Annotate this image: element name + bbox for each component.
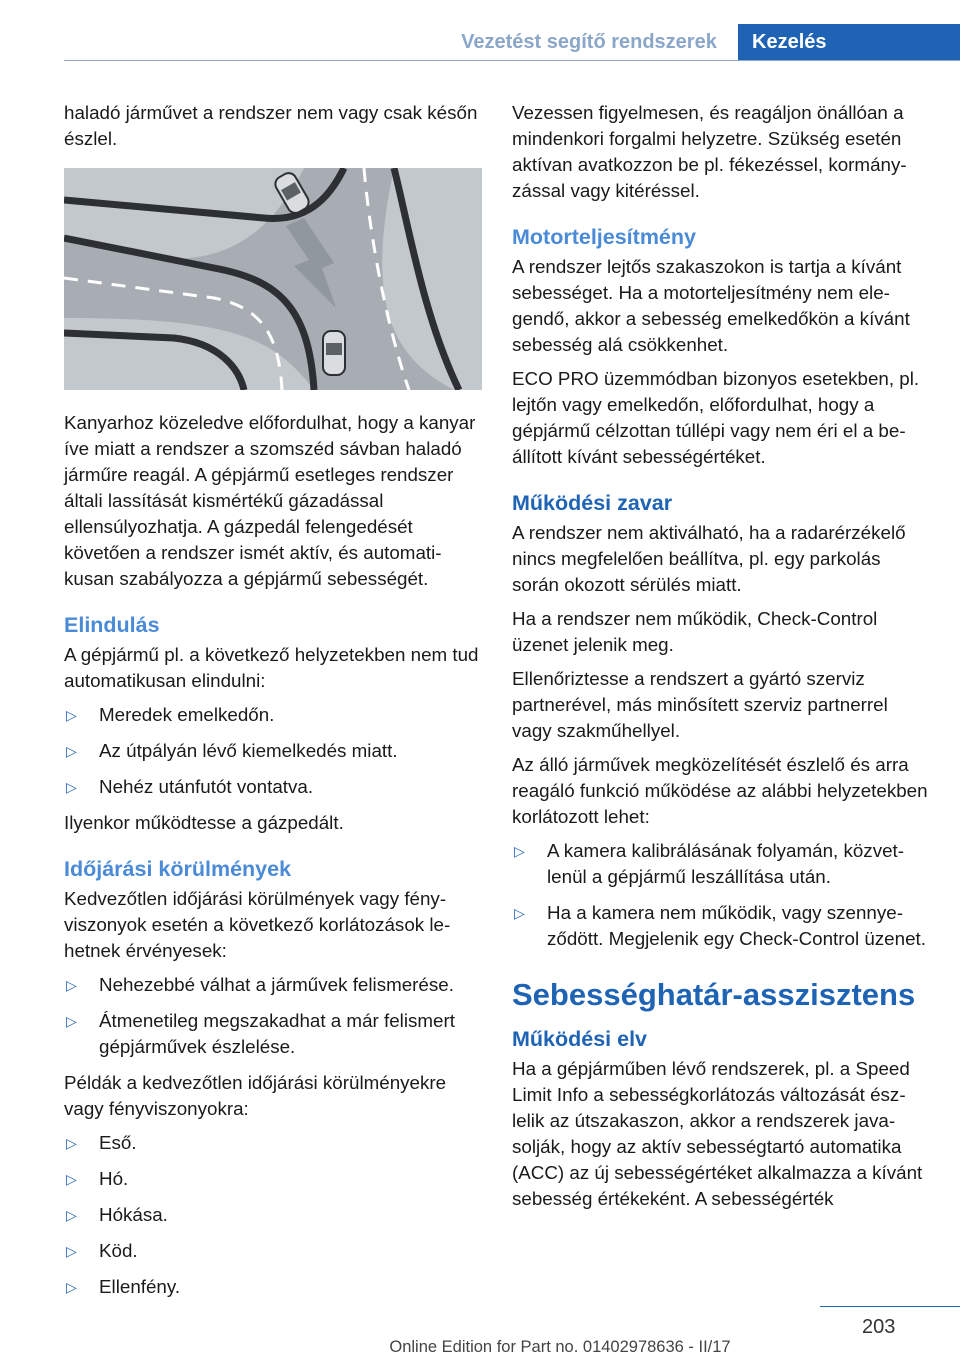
triangle-bullet-icon: ▷ xyxy=(66,779,77,795)
list-item: ▷ Nehezebbé válhat a járművek felismerése. xyxy=(64,972,482,998)
footer-edition: Online Edition for Part no. 01402978636 - II/17 xyxy=(389,1338,731,1356)
list-item: ▷ Ellenfény. xyxy=(64,1274,482,1300)
list-item: ▷ Hókása. xyxy=(64,1202,482,1228)
heading-sebessheghatar: Sebességhatár-asszisztens xyxy=(512,977,916,1012)
paragraph: Ellenőriztesse a rendszert a gyártó szerviz partnerével, más minősített szerviz partnerrel vagy szakműhellyel. xyxy=(512,668,888,741)
running-header-section: Vezetést segítő rendszerek xyxy=(461,31,717,53)
heading-elindulas: Elindulás xyxy=(64,613,160,637)
curve-illustration xyxy=(64,168,482,390)
list-item: ▷ Átmenetileg megszakadhat a már felismert gépjárművek észlelése. xyxy=(66,1010,455,1057)
list-item: ▷ Meredek emelkedőn. xyxy=(64,702,482,728)
paragraph: Ha a rendszer nem működik, Check-Control üzenet jelenik meg. xyxy=(512,608,878,655)
bullet-list xyxy=(64,702,482,800)
triangle-bullet-icon: ▷ xyxy=(514,843,525,859)
list-item: ▷ Hó. xyxy=(64,1166,482,1192)
paragraph: Kanyarhoz közeledve előfordulhat, hogy a kanyar íve miatt a rendszer a szomszéd sávban haladó járműre reagál. A gépjármű esetleges rendszer általi lassítását kismértékű gázadással ellensúlyozhatja. A gázpedál felengedését követően a rendszer ismét aktív, és automatikusan szabályozza a gépjármű sebességét. xyxy=(64,412,476,589)
paragraph: A rendszer lejtős szakaszokon is tartja a kívánt sebességet. Ha a motorteljesítmény nem elegendő, akkor a sebesség emelkedőkön a kívánt sebesség alá csökkenhet. xyxy=(512,256,910,355)
heading-zavar: Működési zavar xyxy=(512,491,673,515)
page-number: 203 xyxy=(862,1316,896,1338)
triangle-bullet-icon: ▷ xyxy=(66,1013,77,1029)
triangle-bullet-icon: ▷ xyxy=(66,1279,77,1295)
triangle-bullet-icon: ▷ xyxy=(66,1243,77,1259)
right-column xyxy=(512,100,930,1220)
header-rule xyxy=(64,60,960,61)
paragraph: ECO PRO üzemmódban bizonyos esetekben, pl. lejtőn vagy emelkedőn, előfordulhat, hogy a gépjármű célzottan túllépi vagy nem éri el a beállított kívánt sebességértéket. xyxy=(512,368,920,467)
triangle-bullet-icon: ▷ xyxy=(66,1171,77,1187)
heading-idojaras: Időjárási körülmények xyxy=(64,857,292,881)
list-item: ▷ Ha a kamera nem működik, vagy szennyeződött. Megjelenik egy Check-Control üzenet. xyxy=(514,902,926,949)
left-column xyxy=(64,100,482,1310)
triangle-bullet-icon: ▷ xyxy=(514,905,525,921)
bullet-list xyxy=(64,1130,482,1300)
list-item: ▷ Az útpályán lévő kiemelkedés miatt. xyxy=(64,738,482,764)
footer-rule xyxy=(820,1306,960,1307)
paragraph: haladó járművet a rendszer nem vagy csak későn észlel. xyxy=(64,102,478,149)
list-item: ▷ Eső. xyxy=(64,1130,482,1156)
heading-mukodesi-elv: Működési elv xyxy=(512,1027,648,1051)
triangle-bullet-icon: ▷ xyxy=(66,1135,77,1151)
paragraph: Vezessen figyelmesen, és reagáljon önállóan a mindenkori forgalmi helyzetre. Szükség esetén aktívan avatkozzon be pl. fékezéssel, kormányzással vagy kitéréssel. xyxy=(512,102,907,201)
list-item: ▷ Nehéz utánfutót vontatva. xyxy=(64,774,482,800)
list-item: ▷ A kamera kalibrálásának folyamán, közvetlenül a gépjármű leszállítása után. xyxy=(514,840,905,887)
running-header-tab: Kezelés xyxy=(738,24,960,61)
road-curve-diagram xyxy=(64,168,482,390)
paragraph: Ilyenkor működtesse a gázpedált. xyxy=(64,812,344,833)
paragraph: Kedvezőtlen időjárási körülmények vagy fényviszonyok esetén a következő korlátozások lehetnek érvényesek: xyxy=(64,888,451,961)
paragraph: A rendszer nem aktiválható, ha a radarérzékelő nincs megfelelően beállítva, pl. egy parkolás során okozott sérülés miatt. xyxy=(512,522,906,595)
paragraph: Példák a kedvezőtlen időjárási körülményekre vagy fényviszonyokra: xyxy=(64,1072,447,1119)
triangle-bullet-icon: ▷ xyxy=(66,707,77,723)
paragraph: Ha a gépjárműben lévő rendszerek, pl. a Speed Limit Info a sebességkorlátozás változását észlelik az útszakaszon, akkor a rendszerek javasolják, hogy az aktív sebességtartó automatika (ACC) az új sebességértéket alkalmazza a kívánt sebesség értékeként. A sebességérték xyxy=(512,1058,923,1209)
triangle-bullet-icon: ▷ xyxy=(66,743,77,759)
triangle-bullet-icon: ▷ xyxy=(66,1207,77,1223)
heading-motor: Motorteljesítmény xyxy=(512,225,696,249)
list-item: ▷ Köd. xyxy=(64,1238,482,1264)
bullet-list xyxy=(512,838,930,952)
paragraph: A gépjármű pl. a következő helyzetekben nem tud automatikusan elindulni: xyxy=(64,644,479,691)
bullet-list xyxy=(64,972,482,1060)
triangle-bullet-icon: ▷ xyxy=(66,977,77,993)
paragraph: Az álló járművek megközelítését észlelő és arra reagáló funkció működése az alábbi helyzetekben korlátozott lehet: xyxy=(512,754,928,827)
